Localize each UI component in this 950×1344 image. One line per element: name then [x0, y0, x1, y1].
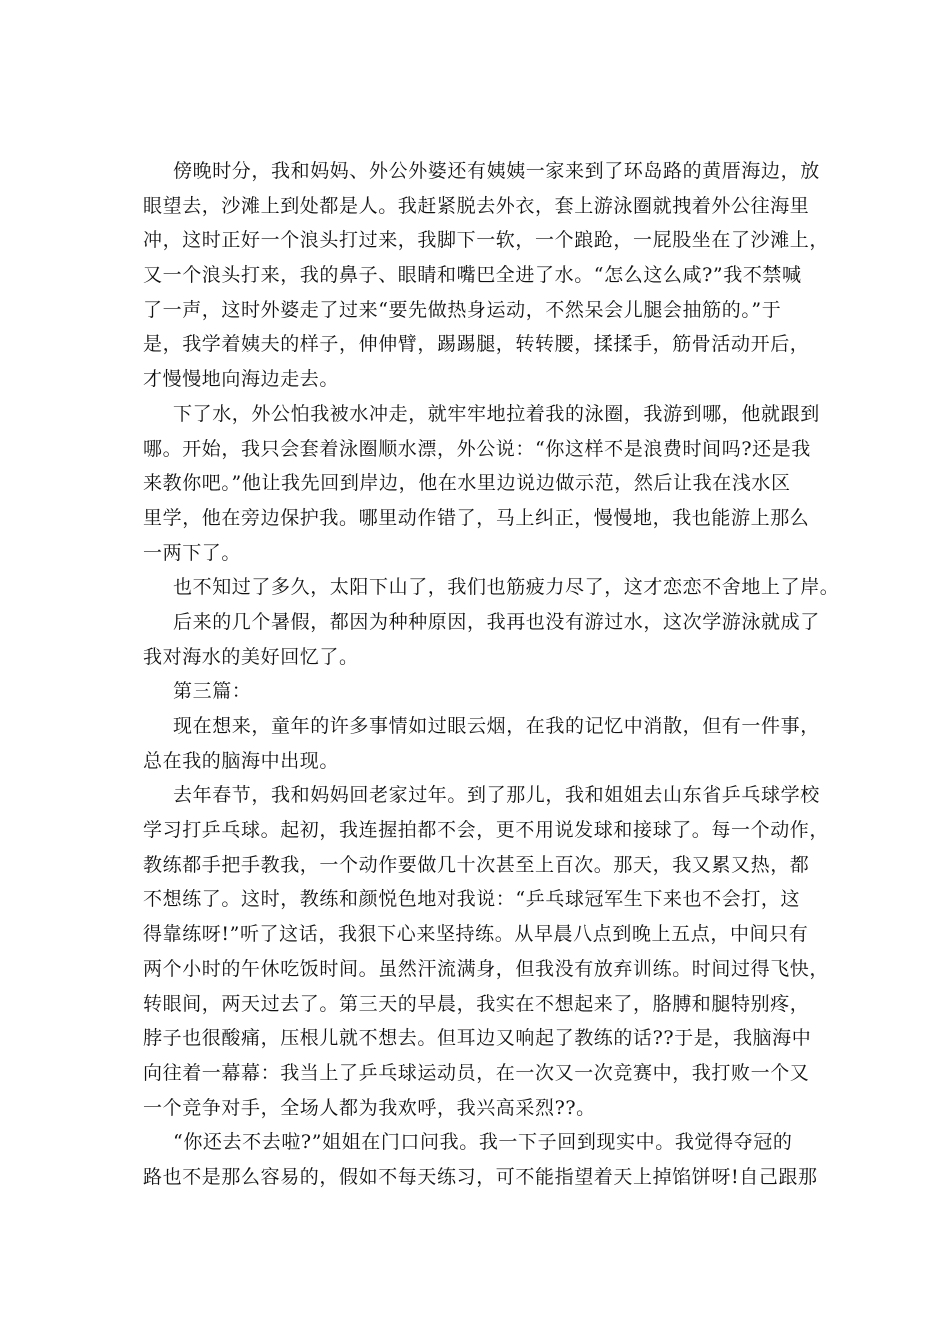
text-line: 是，我学着姨夫的样子，伸伸臂，踢踢腿，转转腰，揉揉手，筋骨活动开后， — [143, 333, 810, 356]
text-line: 不想练了。这时，教练和颜悦色地对我说：“乒乓球冠军生下来也不会打，这 — [143, 888, 801, 911]
text-line: 也不知过了多久，太阳下山了，我们也筋疲力尽了，这才恋恋不舍地上了岸。 — [173, 576, 840, 599]
text-line: 总在我的脑海中出现。 — [143, 749, 340, 772]
text-line: 下了水，外公怕我被水冲走，就牢牢地拉着我的泳圈，我游到哪，他就跟到 — [173, 402, 820, 425]
text-line: 两个小时的午休吃饭时间。虽然汗流满身，但我没有放弃训练。时间过得飞快， — [143, 957, 830, 980]
text-line: 才慢慢地向海边走去。 — [143, 368, 340, 391]
text-line: 眼望去，沙滩上到处都是人。我赶紧脱去外衣，套上游泳圈就拽着外公往海里 — [143, 194, 810, 217]
text-line: 得靠练呀!”听了这话，我狠下心来坚持练。从早晨八点到晚上五点，中间只有 — [143, 923, 809, 946]
text-line: 了一声，这时外婆走了过来“要先做热身运动，不然呆会儿腿会抽筋的。”于 — [143, 298, 782, 321]
text-line: 来教你吧。”他让我先回到岸边，他在水里边说边做示范，然后让我在浅水区 — [143, 472, 791, 495]
text-line: 又一个浪头打来，我的鼻子、眼睛和嘴巴全进了水。“怎么这么咸?”我不禁喊 — [143, 264, 802, 287]
text-line: 一两下了。 — [143, 541, 242, 564]
text-line: 向往着一幕幕：我当上了乒乓球运动员，在一次又一次竞赛中，我打败一个又 — [143, 1061, 810, 1084]
document-body — [143, 154, 840, 1195]
text-line: 去年春节，我和妈妈回老家过年。到了那儿，我和姐姐去山东省乒乓球学校 — [173, 784, 820, 807]
text-line: 学习打乒乓球。起初，我连握拍都不会，更不用说发球和接球了。每一个动作， — [143, 819, 830, 842]
text-line: 一个竞争对手，全场人都为我欢呼，我兴高采烈??。 — [143, 1096, 596, 1119]
text-line: 教练都手把手教我，一个动作要做几十次甚至上百次。那天，我又累又热，都 — [143, 853, 810, 876]
text-line: 路也不是那么容易的，假如不每天练习，可不能指望着天上掉馅饼呀!自己跟那 — [143, 1165, 818, 1188]
text-line: 冲，这时正好一个浪头打过来，我脚下一软，一个踉跄，一屁股坐在了沙滩上， — [143, 229, 830, 252]
text-line: 哪。开始，我只会套着泳圈顺水漂，外公说：“你这样不是浪费时间吗?还是我 — [143, 437, 811, 460]
text-line: 后来的几个暑假，都因为种种原因，我再也没有游过水，这次学游泳就成了 — [173, 610, 820, 633]
text-line: 现在想来，童年的许多事情如过眼云烟，在我的记忆中消散，但有一件事， — [173, 715, 820, 737]
text-line: 傍晚时分，我和妈妈、外公外婆还有姨姨一家来到了环岛路的黄厝海边，放 — [173, 160, 820, 182]
text-line: “你还去不去啦?”姐姐在门口问我。我一下子回到现实中。我觉得夺冠的 — [173, 1131, 793, 1154]
text-line: 转眼间，两天过去了。第三天的早晨，我实在不想起来了，胳膊和腿特别疼， — [143, 992, 810, 1015]
text-line: 里学，他在旁边保护我。哪里动作错了，马上纠正，慢慢地，我也能游上那么 — [143, 506, 810, 529]
text-line: 第三篇： — [173, 680, 252, 703]
text-line: 我对海水的美好回忆了。 — [143, 645, 359, 668]
text-line: 脖子也很酸痛，压根儿就不想去。但耳边又响起了教练的话??于是，我脑海中 — [143, 1027, 812, 1050]
